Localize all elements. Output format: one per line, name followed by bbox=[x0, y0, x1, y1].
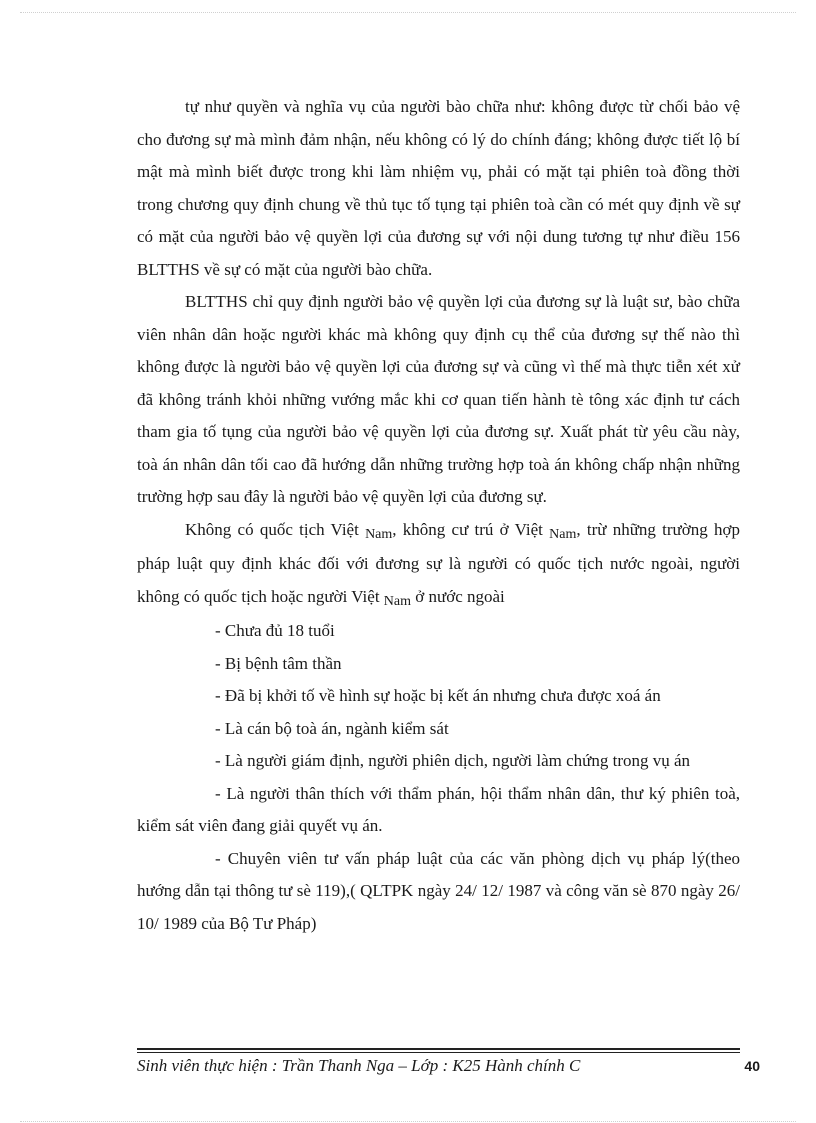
bullet-item: - Là người giám định, người phiên dịch, người làm chứng trong vụ án bbox=[215, 751, 691, 770]
footer-author: Sinh viên thực hiện : Trần Thanh Nga – Lớp : K25 Hành chính C bbox=[137, 1056, 581, 1075]
p3-nam-3: Nam bbox=[383, 593, 412, 609]
bullet-item: - Là cán bộ toà án, ngành kiểm sát bbox=[215, 718, 449, 738]
p3-text-c: , trừ những trường hợp pháp luật quy định khác đối với đương sự là người có quốc tịch nước ngoài, người không có quốc tịch hoặc người Việt bbox=[137, 519, 740, 606]
bullet-item: - Là người thân thích với thẩm phán, hội thẩm nhân dân, thư ký phiên toà, kiểm sát viên đang giải quyết vụ án. bbox=[137, 783, 740, 835]
p3-text-a: Không có quốc tịch Việt bbox=[185, 519, 366, 539]
paragraph-2: BLTTHS chỉ quy định người bảo vệ quyền lợi của đương sự là luật sư, bào chữa viên nhân dân hoặc người khác mà không quy định cụ thể của đương sự thế nào thì không được là người bảo vệ quyền lợi của đương sự và cũng vì thế mà thực tiễn xét xử đã không tránh khỏi những vướng mắc khi cơ quan tiến hành tè tông xác định tư cách tham gia tố tụng của người bảo vệ quyền lợi của đương sự. Xuất phát từ yêu cầu này, toà án nhân dân tối cao đã hướng dẫn những trường hợp toà án không chấp nhận những trường hợp sau đây là người bảo vệ quyền lợi của đương sự. bbox=[137, 292, 740, 506]
p3-nam-2: Nam bbox=[549, 526, 577, 542]
bullet-item: - Đã bị khởi tố về hình sự hoặc bị kết án nhưng chưa được xoá án bbox=[215, 686, 661, 705]
footer-rule-thin bbox=[137, 1052, 740, 1053]
p3-text-d: ở nước ngoài bbox=[411, 586, 505, 606]
page-number: 40 bbox=[744, 1058, 760, 1074]
paragraph-1: tự như quyền và nghĩa vụ của người bào chữa như: không được từ chối bảo vệ cho đương sự mà mình đảm nhận, nếu không có lý do chính đáng; không được tiết lộ bí mật mà mình biết được trong khi làm nhiệm vụ, phải có mặt tại phiên toà đồng thời trong chương quy định chung về thủ tục tố tụng tại phiên toà cần có mét quy định về sự có mặt của người bảo vệ quyền lợi của đương sự với nội dung tương tự như điều 156 BLTTHS về sự có mặt của người bào chữa. bbox=[137, 97, 740, 279]
bullet-item: - Bị bệnh tâm thần bbox=[215, 653, 342, 673]
bullet-item: - Chưa đủ 18 tuổi bbox=[215, 621, 335, 640]
page-frame-top bbox=[20, 12, 796, 13]
page-frame-bottom bbox=[20, 1121, 796, 1122]
p3-text-b: , không cư trú ở Việt bbox=[392, 519, 550, 539]
bullet-item: - Chuyên viên tư vấn pháp luật của các văn phòng dịch vụ pháp lý(theo hướng dẫn tại thông tư sè 119),( QLTPK ngày 24/ 12/ 1987 và công văn sè 870 ngày 26/ 10/ 1989 của Bộ Tư Pháp) bbox=[137, 848, 740, 933]
footer-rule bbox=[137, 1048, 740, 1050]
p3-nam-1: Nam bbox=[365, 526, 393, 542]
document-body bbox=[137, 91, 740, 940]
paragraph-3 bbox=[137, 514, 740, 616]
